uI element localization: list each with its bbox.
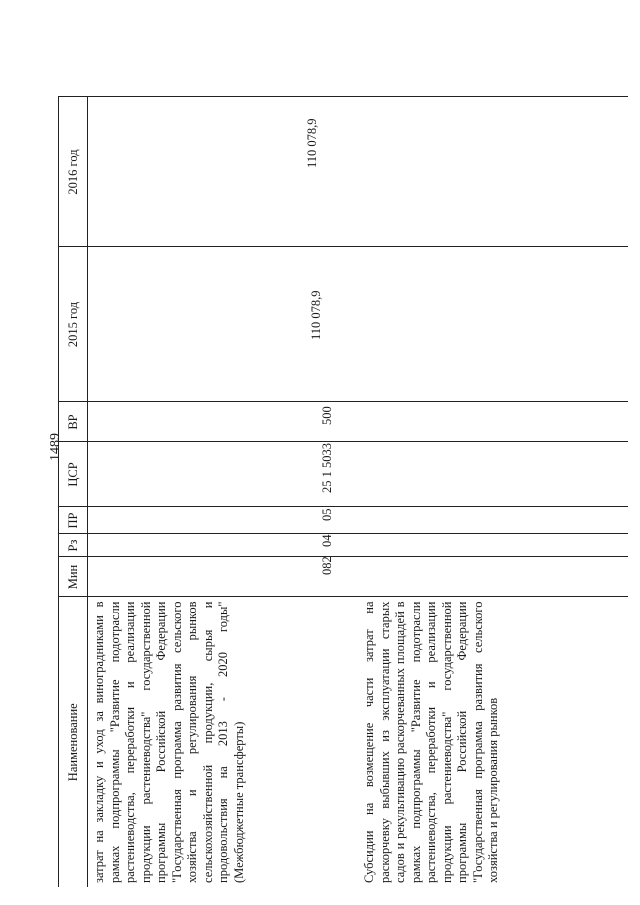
header-rz: Рз (59, 534, 88, 557)
header-2015: 2015 год (59, 247, 88, 402)
row-2-csr: 25 1 5033 (320, 443, 334, 493)
page-number: 1489 (48, 433, 63, 461)
header-min: Мин (59, 557, 88, 597)
header-pr: ПР (59, 507, 88, 534)
row-1-2016: 110 078,9 (305, 118, 319, 168)
row-2-name-text: Субсидии на возмещение части затрат на раскорчевку выбывших из эксплуатации старых садов и рекультивацию раскорчеванных площадей в рамках подпрограммы "Развитие подотрасли растениеводства, переработки и реализации продукции растениеводства" государственной программы Российской Федерации "Государственная программа развития сельского хозяйства и регулирования рынков (362, 601, 500, 883)
header-2016: 2016 год (59, 97, 88, 247)
header-name: Наименование (59, 597, 88, 887)
row-2-pr: 05 (320, 508, 334, 521)
row-2-name (358, 597, 628, 887)
row-2-rz: 04 (320, 534, 334, 547)
row-2-min: 082 (320, 556, 334, 575)
table-header-row (59, 97, 88, 887)
row-1-name-text: затрат на закладку и уход за виноградниками в рамках подпрограммы "Развитие подотрасли растениеводства, переработки и реализации продукции растениеводства" государственной программы Российской Федерации "Государственная программа развития сельского хозяйства и регулирования рынков сельскохозяйственной продукции, сырья и продовольствия на 2013 - 2020 годы" (Межбюджетные трансферты) (92, 601, 246, 883)
budget-table (58, 97, 628, 888)
row-1-vr: 500 (320, 406, 334, 425)
row-1-2015: 110 078,9 (309, 290, 323, 340)
header-vr: ВР (59, 402, 88, 442)
header-csr: ЦСР (59, 442, 88, 507)
table-row (358, 97, 628, 887)
table-row (88, 97, 359, 887)
row-1-name (88, 597, 359, 887)
